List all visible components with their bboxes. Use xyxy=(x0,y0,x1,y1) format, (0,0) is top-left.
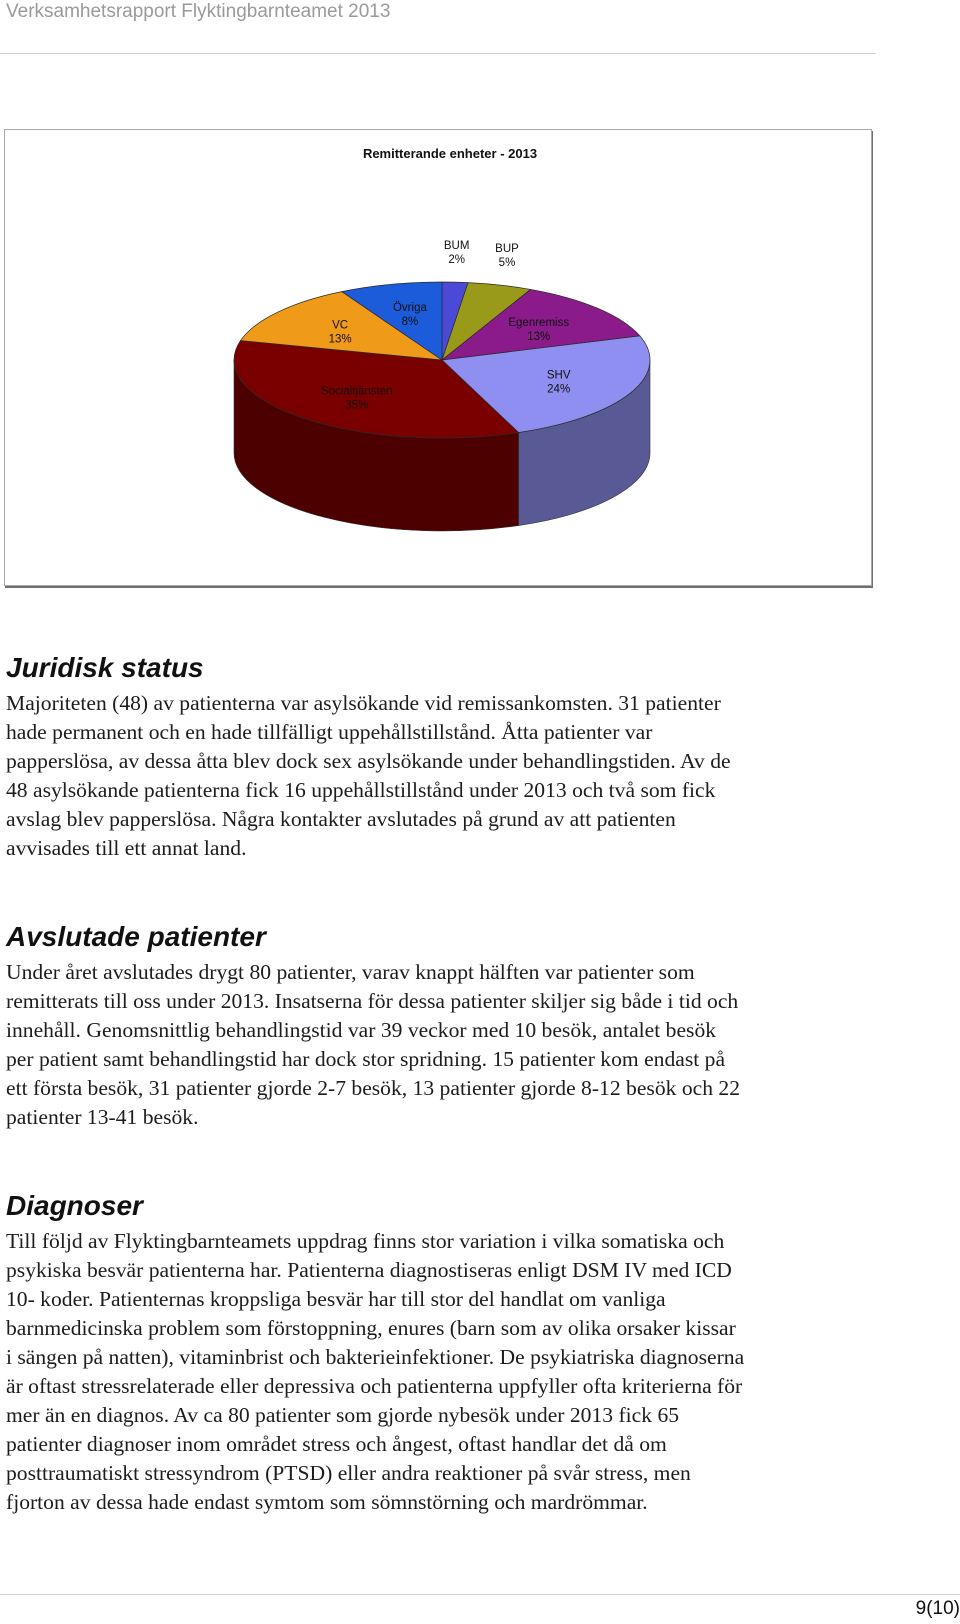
section-body: Till följd av Flyktingbarnteamets uppdrag finns stor variation i vilka somatiska och psykiska besvär patienterna har. Patienterna diagnostiseras enligt DSM IV med ICD 10- koder. Patienternas kroppsliga besvär har till stor del handlat om vanliga barnmedicinska problem som förstoppning, enures (barn som av olika orsaker kissar i sängen på natten), vitaminbrist och bakterieinfektioner. De psykiatriska diagnoserna är oftast stressrelaterade eller depressiva och patienterna uppfyller ofta kriterierna för mer än en diagnos. Av ca 80 patienter som gjorde nybesök under 2013 fick 65 patienter diagnoser inom området stress och ångest, oftast handlar det då om posttraumatiskt stressyndrom (PTSD) eller andra reaktioner på svår stress, men fjorton av dessa hade endast symtom som sömnstörning och mardrömmar. xyxy=(6,1229,745,1514)
pie-label-value: 24% xyxy=(547,383,571,396)
pie-tops xyxy=(234,282,650,438)
chart-title: Remitterande enheter - 2013 xyxy=(362,146,538,161)
pie-label-value: 2% xyxy=(448,253,465,266)
section-heading: Juridisk status xyxy=(6,652,204,683)
section-body: Under året avslutades drygt 80 patienter, varav knappt hälften var patienter som remitterats till oss under 2013. Insatserna för dessa patienter skiljer sig både i tid och innehåll. Genomsnittlig behandlingstid var 39 veckor med 10 besök, antalet besök per patient samt behandlingstid har dock stor spridning. 15 patienter kom endast på ett första besök, 31 patienter gjorde 2-7 besök, 13 patienter gjorde 8-12 besök och 22 patienter 13-41 besök. xyxy=(6,960,740,1129)
pie-chart-svg xyxy=(5,130,871,585)
section-heading: Diagnoser xyxy=(6,1190,143,1221)
footer-divider xyxy=(0,1594,960,1595)
pie-label-category: Övriga xyxy=(392,302,427,315)
pie-label-value: 35% xyxy=(345,399,369,412)
section-body: Majoriteten (48) av patienterna var asylsökande vid remissankomsten. 31 patienter hade permanent och en hade tillfälligt uppehållstillstånd. Åtta patienter var papperslösa, av dessa åtta blev dock sex asylsökande under behandlingstiden. Av de 48 asylsökande patienterna fick 16 uppehållstillstånd under 2013 och två som fick avslag blev papperslösa. Några kontakter avslutades på grund av att patienten avvisades till ett annat land. xyxy=(6,691,731,860)
section-heading: Avslutade patienter xyxy=(6,921,266,952)
pie-label-category: Socialtjänsten xyxy=(320,385,393,398)
pie-label-value: 13% xyxy=(328,333,352,346)
page-number: 9(10) xyxy=(915,1598,960,1619)
running-header: Verksamhetsrapport Flyktingbarnteamet 2013 xyxy=(6,1,391,22)
section-avslutade-patienter xyxy=(6,920,878,1132)
pie-label-category: BUP xyxy=(495,243,519,256)
pie-label-category: VC xyxy=(332,319,349,332)
pie-label-category: SHV xyxy=(546,369,571,382)
header-divider xyxy=(0,53,876,54)
pie-label-value: 5% xyxy=(498,257,516,270)
pie-label-group xyxy=(495,243,519,269)
pie-chart xyxy=(4,129,872,586)
pie-label-category: BUM xyxy=(443,239,470,252)
section-juridisk-status xyxy=(6,651,878,863)
pie-label-value: 8% xyxy=(401,316,419,329)
section-diagnoser xyxy=(6,1189,878,1517)
pie-label-value: 13% xyxy=(527,331,551,344)
pie-label-group xyxy=(444,240,470,266)
pie-label-category: Egenremiss xyxy=(508,317,570,330)
